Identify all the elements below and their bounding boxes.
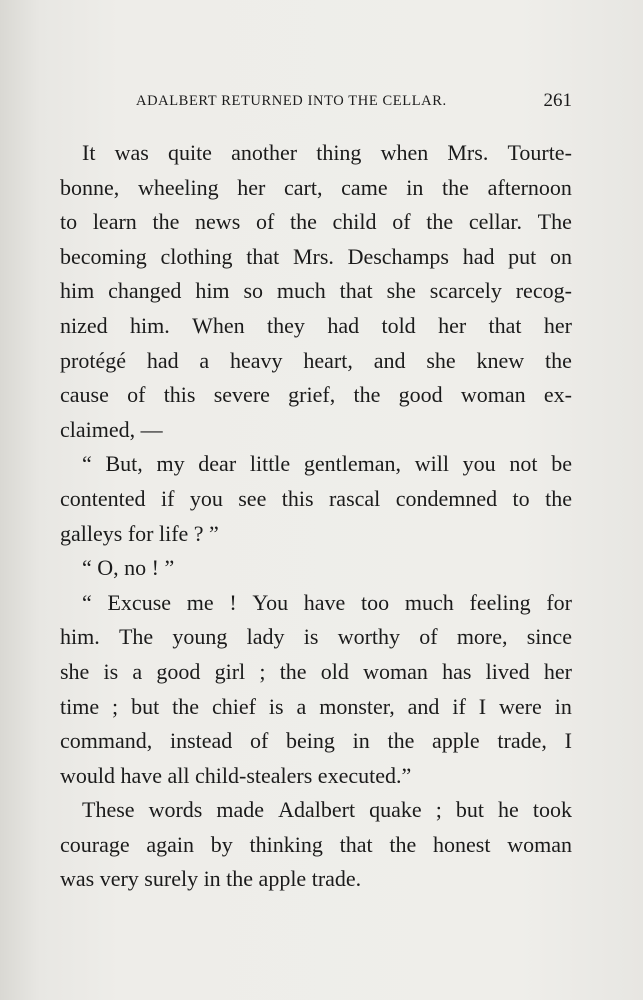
text-line: command, instead of being in the apple trade, I: [60, 728, 572, 754]
body-text: [60, 136, 572, 897]
text-line: cause of this severe grief, the good woman ex-: [60, 382, 572, 408]
text-line: would have all child-stealers executed.”: [60, 762, 412, 788]
text-line: time ; but the chief is a monster, and if I were in: [60, 693, 572, 719]
text-line: “ But, my dear little gentleman, will you not be: [82, 451, 572, 477]
text-line: contented if you see this rascal condemned to the: [60, 485, 572, 511]
text-line: protégé had a heavy heart, and she knew the: [60, 347, 572, 373]
text-line: courage again by thinking that the honest woman: [60, 831, 572, 857]
text-line: to learn the news of the child of the cellar. The: [60, 209, 572, 235]
text-line: galleys for life ? ”: [60, 520, 219, 546]
text-line: nized him. When they had told her that her: [60, 312, 572, 338]
text-line: These words made Adalbert quake ; but he took: [82, 797, 572, 823]
text-line: “ O, no ! ”: [82, 555, 175, 581]
page-number: 261: [543, 90, 572, 111]
text-line: becoming clothing that Mrs. Deschamps had put on: [60, 243, 572, 269]
text-line: It was quite another thing when Mrs. Tourte-: [82, 140, 572, 165]
text-line: bonne, wheeling her cart, came in the afternoon: [60, 174, 572, 200]
text-line: was very surely in the apple trade.: [60, 866, 362, 892]
text-line: she is a good girl ; the old woman has lived her: [60, 658, 572, 684]
text-line: him changed him so much that she scarcely recog-: [60, 278, 572, 304]
running-head: ADALBERT RETURNED INTO THE CELLAR.: [136, 93, 447, 109]
text-line: him. The young lady is worthy of more, since: [60, 624, 572, 650]
text-line: “ Excuse me ! You have too much feeling for: [82, 589, 572, 615]
page-header: [136, 88, 572, 114]
text-line: claimed, —: [60, 416, 163, 442]
